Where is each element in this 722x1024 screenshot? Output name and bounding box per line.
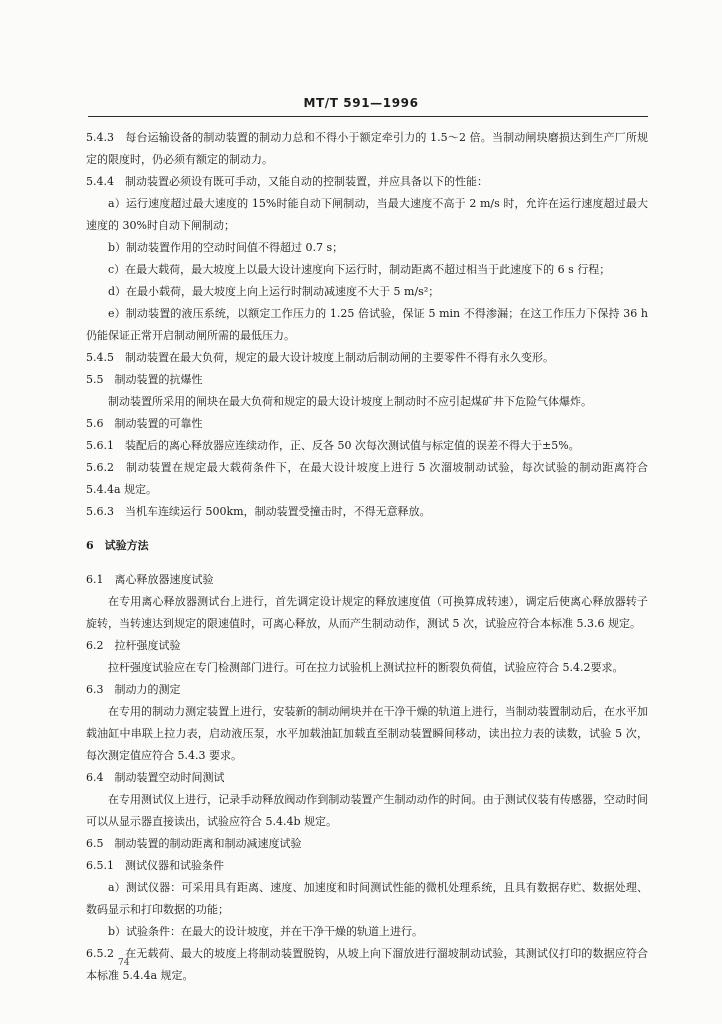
section-6-2-heading: 6.2 拉杆强度试验: [86, 639, 181, 652]
clause-5-4-5: 5.4.5 制动装置在最大负荷，规定的最大设计坡度上制动后制动闸的主要零件不得有永久变形。: [86, 351, 554, 364]
section-6-3-body: 在专用的制动力测定装置上进行，安装新的制动闸块并在干净干燥的轨道上进行，当制动装置制动后，在水平加载油缸中串联上拉力表，启动液压泵，水平加载油缸加载直至制动装置瞬间移动，读出拉力表的读数，试验 5 次，每次测定值应符合 5.4.3 要求。: [86, 705, 648, 762]
section-gap: [86, 523, 648, 535]
chapter-6-heading: 6 试验方法: [86, 539, 149, 552]
clause-5-4-4-c: c）在最大载荷，最大坡度上以最大设计速度向下运行时，制动距离不超过相当于此速度下的 6 s 行程；: [108, 263, 611, 276]
page-number: 74: [118, 958, 130, 968]
clause-5-6-1: 5.6.1 装配后的离心释放器应连续动作，正、反各 50 次每次测试值与标定值的误差不得大于±5%。: [86, 439, 580, 452]
clause-5-6-3: 5.6.3 当机车连续运行 500km，制动装置受撞击时，不得无意释放。: [86, 505, 431, 518]
section-6-1-heading: 6.1 离心释放器速度试验: [86, 573, 214, 586]
section-5-6-heading: 5.6 制动装置的可靠性: [86, 417, 203, 430]
header-rule: [88, 116, 648, 117]
section-6-4-body: 在专用测试仪上进行，记录手动释放阀动作到制动装置产生制动动作的时间。由于测试仪装有传感器，空动时间可以从显示器直接读出，试验应符合 5.4.4b 规定。: [86, 793, 648, 828]
clause-6-5-1-a: a）测试仪器：可采用具有距离、速度、加速度和时间测试性能的微机处理系统，且具有数据存贮、数据处理、数码显示和打印数据的功能；: [86, 881, 648, 916]
clause-5-4-4-b: b）制动装置作用的空动时间值不得超过 0.7 s；: [108, 241, 344, 254]
clause-6-5-1-b: b）试验条件：在最大的设计坡度，并在干净干燥的轨道上进行。: [108, 925, 424, 938]
section-6-5-heading: 6.5 制动装置的制动距离和制动减速度试验: [86, 837, 302, 850]
clause-5-4-4-e: e）制动装置的液压系统，以额定工作压力的 1.25 倍试验，保证 5 min 不得渗漏；在这工作压力下保持 36 h 仍能保证正常开启制动闸所需的最低压力。: [86, 307, 648, 342]
clause-5-4-3: 5.4.3 每台运输设备的制动装置的制动力总和不得小于额定牵引力的 1.5～2 倍。当制动闸块磨损达到生产厂所规定的限度时，仍必须有额定的制动力。: [86, 131, 648, 166]
section-5-5-body: 制动装置所采用的闸块在最大负荷和规定的最大设计坡度上制动时不应引起煤矿井下危险气体爆炸。: [108, 395, 592, 408]
clause-6-5-1-heading: 6.5.1 测试仪器和试验条件: [86, 859, 224, 872]
section-6-4-heading: 6.4 制动装置空动时间测试: [86, 771, 225, 784]
section-gap: [86, 557, 648, 569]
clause-6-5-2: 6.5.2 在无载荷、最大的坡度上将制动装置脱钩，从坡上向下溜放进行溜坡制动试验，其测试仪打印的数据应符合本标准 5.4.4a 规定。: [86, 947, 648, 982]
clause-5-6-2: 5.6.2 制动装置在规定最大载荷条件下，在最大设计坡度上进行 5 次溜坡制动试验，每次试验的制动距离符合 5.4.4a 规定。: [86, 461, 648, 496]
clause-5-4-4: 5.4.4 制动装置必须设有既可手动，又能自动的控制装置，并应具备以下的性能：: [86, 175, 488, 188]
clause-5-4-4-a: a）运行速度超过最大速度的 15%时能自动下闸制动，当最大速度不高于 2 m/s 时，允许在运行速度超过最大速度的 30%时自动下闸制动；: [86, 197, 648, 232]
standard-header: MT/T 591—1996: [303, 96, 419, 110]
section-6-3-heading: 6.3 制动力的测定: [86, 683, 181, 696]
section-6-1-body: 在专用离心释放器测试台上进行，首先调定设计规定的释放速度值（可换算成转速），调定后使离心释放器转子旋转，当转速达到规定的限速值时，可离心释放，从而产生制动动作，测试 5 次，试验应符合本标准 5.3.6 规定。: [86, 595, 648, 630]
section-5-5-heading: 5.5 制动装置的抗爆性: [86, 373, 203, 386]
section-6-2-body: 拉杆强度试验应在专门检测部门进行。可在拉力试验机上测试拉杆的断裂负荷值，试验应符合 5.4.2要求。: [108, 661, 624, 674]
clause-5-4-4-d: d）在最小载荷，最大坡度上向上运行时制动减速度不大于 5 m/s²；: [108, 285, 440, 298]
document-body: [86, 127, 648, 987]
